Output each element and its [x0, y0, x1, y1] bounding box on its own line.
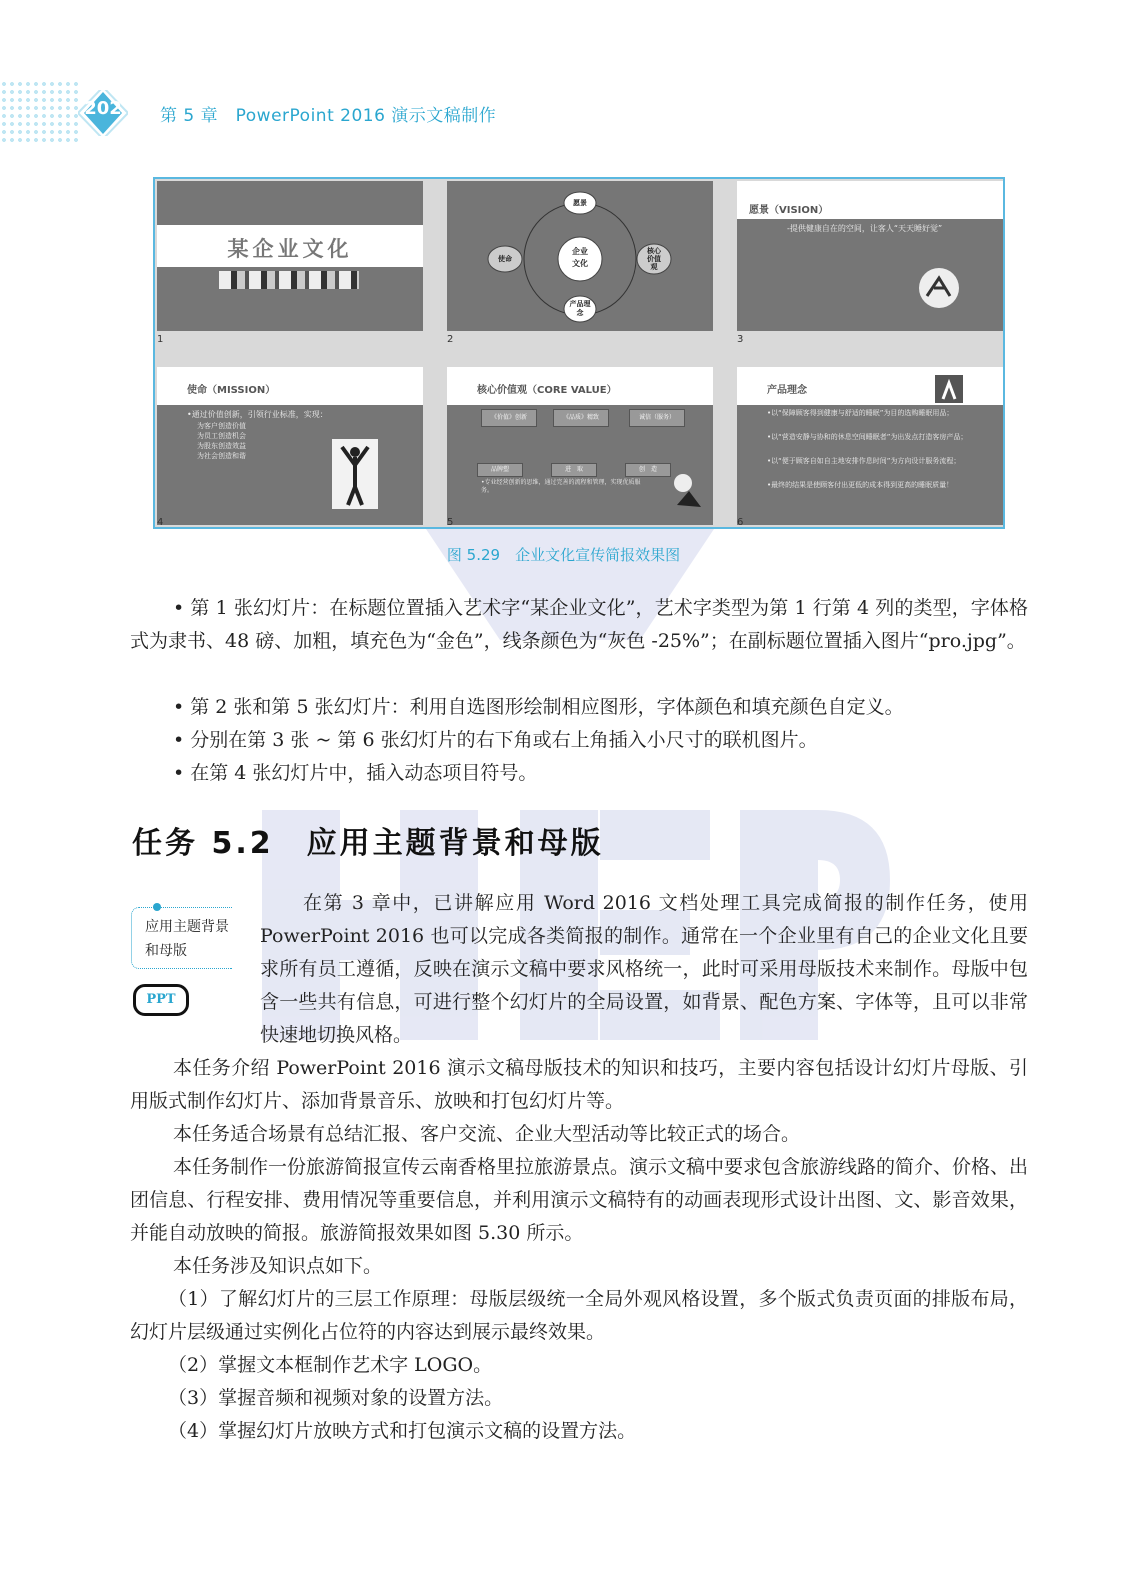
knowledge-point-4: （4）掌握幻灯片放映方式和打包演示文稿的设置方法。	[168, 1420, 637, 1442]
slide-6-item: •最终的结果是使顾客付出更低的成本得到更高的睡眠质量！	[767, 481, 954, 489]
slide-5-box: 进 取	[551, 463, 597, 477]
knowledge-point-1: （1）了解幻灯片的三层工作原理：母版层级统一全局外观风格设置，多个版式负责页面的排版布局，幻灯片层级通过实例化占位符的内容达到展示最终效果。	[130, 1288, 1028, 1343]
slide-5-text: •专业经营创新的思维，通过完善的流程和管理，实现优质服务。	[481, 479, 641, 494]
slide-4-item: 为社会创造和谐	[197, 452, 246, 460]
slide-4-item: 为客户创造价值	[197, 422, 246, 430]
slide-5-box: 《品质》精致	[553, 409, 609, 427]
figure-caption: 图 5.29 企业文化宣传简报效果图	[446, 546, 681, 564]
slides-figure	[153, 177, 1005, 529]
slide-6-clipart	[935, 375, 963, 403]
slide-number: 2	[447, 334, 454, 345]
slide-2-node-product: 产品理念	[569, 299, 591, 317]
slide-5-box: 创 造	[625, 463, 671, 477]
slide-number: 4	[157, 517, 164, 528]
slide-5	[447, 367, 713, 525]
section-heading: 任务 5.2 应用主题背景和母版	[132, 826, 604, 861]
paragraph-intro: 在第 3 章中，已讲解应用 Word 2016 文档处理工具完成简报的制作任务，使用 PowerPoint 2016 也可以完成各类简报的制作。通常在一个企业里有自己的企业文化且要求所有员工遵循，反映在演示文稿中要求风格统一，此时可采用母版技术来制作。母版中包含一些共有信息，可进行整个幻灯片的全局设置，如背景、配色方案、字体等，且可以非常快速地切换风格。	[260, 892, 1028, 1046]
slide-4-item: 为员工创造机会	[197, 432, 246, 440]
knowledge-point-2: （2）掌握文本框制作艺术字 LOGO。	[168, 1354, 493, 1376]
paragraph: 本任务适合场景有总结汇报、客户交流、企业大型活动等比较正式的场合。	[173, 1123, 801, 1145]
slide-number: 5	[447, 517, 454, 528]
slide-2-node-values: 核心价值观	[647, 246, 661, 271]
bullet-text: 第 2 张和第 5 张幻灯片：利用自选图形绘制相应图形，字体颜色和填充颜色自定义。	[190, 696, 904, 718]
bullet-item-2	[173, 691, 904, 724]
slide-4-item: 为股东创造效益	[197, 442, 246, 450]
slide-number: 6	[737, 517, 744, 528]
bullet-dot: •	[173, 597, 191, 619]
slide-5-box: 品牌塑	[477, 463, 523, 477]
slide-2-node-mission: 使命	[498, 254, 512, 263]
slide-5-box: 诚信（服务）	[629, 409, 685, 427]
slide-3-title: 愿景（VISION）	[749, 205, 829, 216]
header-dot-pattern	[0, 80, 80, 142]
slide-2-center: 企业 文化	[572, 246, 588, 268]
side-note-label: 应用主题背景和母版	[145, 919, 229, 959]
bullet-dot: •	[173, 762, 191, 784]
slide-1-picture-strip	[219, 271, 359, 289]
bullet-dot: •	[173, 696, 191, 718]
chapter-title: 第 5 章 PowerPoint 2016 演示文稿制作	[160, 106, 497, 126]
slide-5-title: 核心价值观（CORE VALUE）	[477, 385, 617, 396]
slide-6-title: 产品理念	[767, 385, 807, 396]
slide-3-clipart	[912, 266, 967, 311]
slide-4	[157, 367, 423, 525]
slide-1	[157, 181, 423, 331]
slide-6	[737, 367, 1003, 525]
slide-5-clipart	[669, 471, 709, 511]
slide-6-item: •以“便于顾客自如自主地安排作息时间”为方向设计服务流程；	[767, 457, 961, 465]
slide-4-title: 使命（MISSION）	[187, 385, 276, 396]
paragraph: 本任务涉及知识点如下。	[173, 1255, 383, 1277]
bullet-item-3	[173, 724, 818, 757]
slide-6-item: •以“营造安静与协和的休息空间睡眠者”为出发点打造客房产品；	[767, 433, 968, 441]
slide-3-text: -提供健康自在的空间，让客人“天天睡好觉”	[787, 224, 943, 233]
page-number: 202	[84, 98, 122, 119]
slide-4-text: •通过价值创新，引领行业标准，实现：	[187, 410, 328, 419]
slide-6-item: •以“保障顾客得到健康与舒适的睡眠”为目的选购睡眠用品；	[767, 409, 954, 417]
paragraph: 本任务介绍 PowerPoint 2016 演示文稿母版技术的知识和技巧，主要内容包括设计幻灯片母版、引用版式制作幻灯片、添加背景音乐、放映和打包幻灯片等。	[130, 1057, 1028, 1112]
bullet-text: 分别在第 3 张 ~ 第 6 张幻灯片的右下角或右上角插入小尺寸的联机图片。	[190, 729, 818, 751]
bullet-dot: •	[173, 729, 191, 751]
slide-number: 1	[157, 334, 164, 345]
bullet-text: 第 1 张幻灯片：在标题位置插入艺术字“某企业文化”，艺术字类型为第 1 行第 4 列的类型，字体格式为隶书、48 磅、加粗，填充色为“金色”，线条颜色为“灰色 -25%”；在副标题位置插入图片“pro.jpg”。	[130, 597, 1029, 652]
paragraph: 本任务制作一份旅游简报宣传云南香格里拉旅游景点。演示文稿中要求包含旅游线路的简介、价格、出团信息、行程安排、费用情况等重要信息，并利用演示文稿特有的动画表现形式设计出图、文、影音效果，并能自动放映的简报。旅游简报效果如图 5.30 所示。	[130, 1156, 1029, 1244]
slide-1-title: 某企业文化	[227, 236, 353, 261]
slide-4-clipart	[332, 439, 378, 509]
bullet-item-4	[173, 757, 537, 790]
slide-3	[737, 181, 1003, 331]
slide-2-node-vision: 愿景	[573, 198, 587, 207]
bullet-item-1	[130, 592, 1028, 658]
ppt-badge: PPT	[133, 984, 189, 1016]
knowledge-point-3: （3）掌握音频和视频对象的设置方法。	[168, 1387, 504, 1409]
slide-number: 3	[737, 334, 744, 345]
bullet-text: 在第 4 张幻灯片中，插入动态项目符号。	[190, 762, 538, 784]
slide-2	[447, 181, 713, 331]
slide-5-box: 《价值》创新	[481, 409, 537, 427]
